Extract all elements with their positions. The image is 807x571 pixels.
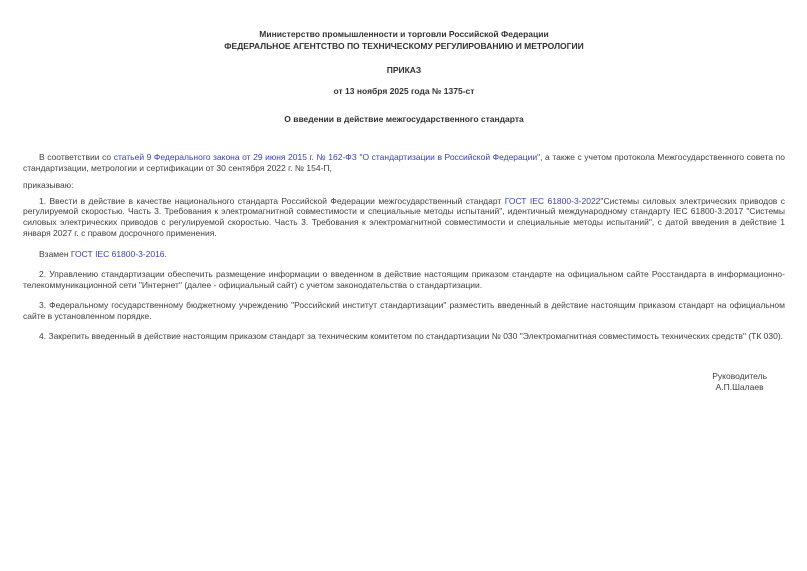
item-4: 4. Закрепить введенный в действие настоящим приказом стандарт за техническим комитетом по стандартизации № 030 "Электромагнитная совместимость технических средств" (ТК 030). xyxy=(39,330,784,341)
signature-title: Руководитель xyxy=(712,371,767,382)
item-3: 3. Федеральному государственному бюджетному учреждению "Российский институт стандартизации" разместить введенный в действие настоящим приказом стандарт на официальном сайте в установленном порядке. xyxy=(23,299,785,321)
item-1 xyxy=(23,196,785,238)
preamble-tail: , а также с учетом протокола Межгосударственного совета по стандартизации, метрологии и сертификации от 30 сентября 2022 г. № 154-П, xyxy=(23,152,785,173)
gost-61800-3-2016-link[interactable]: ГОСТ IEC 61800-3-2016 xyxy=(70,249,165,260)
doc-date-number: от 13 ноября 2025 года № 1375-ст xyxy=(333,86,475,96)
doc-type: ПРИКАЗ xyxy=(386,65,422,75)
federal-law-link[interactable]: статьей 9 Федерального закона от 29 июня 2015 г. № 162-ФЗ "О стандартизации в Российской Федерации" xyxy=(113,152,541,162)
agency-line: ФЕДЕРАЛЬНОЕ АГЕНТСТВО ПО ТЕХНИЧЕСКОМУ РЕГУЛИРОВАНИЮ И МЕТРОЛОГИИ xyxy=(224,40,584,51)
signature-name: А.П.Шалаев xyxy=(715,382,764,393)
ministry-line: Министерство промышленности и торговли Российской Федерации xyxy=(259,29,549,39)
item-1-lead: 1. Ввести в действие в качестве национального стандарта Российской Федерации межгосударственный стандарт xyxy=(39,195,505,206)
document-header xyxy=(23,29,785,52)
signature-block xyxy=(23,371,785,393)
replaced-note xyxy=(23,249,785,260)
doc-subject: О введении в действие межгосударственного стандарта xyxy=(284,114,524,124)
replaced-tail: . xyxy=(164,249,167,260)
gost-61800-3-2022-link[interactable]: ГОСТ IEC 61800-3-2022 xyxy=(504,195,601,206)
order-word: приказываю: xyxy=(23,180,74,191)
preamble-lead: В соответствии со xyxy=(39,152,114,162)
item-1-tail: "Системы силовых электрических приводов с регулируемой скоростью. Часть 3. Требования к электромагнитной совместимости и специальные методы испытаний", идентичный международному стандарту IEC 61800-3:2017 "Системы силовых электрических приводов с регулируемой скоростью. Часть 3. Требования к электромагнитной совместимости и специальные методы испытаний", с датой введения в действие 1 января 2027 г. с правом досрочного применения. xyxy=(23,195,785,238)
signature-inner xyxy=(712,371,767,393)
replaced-lead: Взамен xyxy=(39,249,71,260)
preamble-paragraph xyxy=(23,152,785,173)
item-2: 2. Управлению стандартизации обеспечить размещение информации о введенном в действие настоящим приказом стандарте на официальном сайте Росстандарта в информационно-телекоммуникационной сети "Интернет" (далее - официальный сайт) с учетом законодательства о стандартизации. xyxy=(23,269,785,290)
